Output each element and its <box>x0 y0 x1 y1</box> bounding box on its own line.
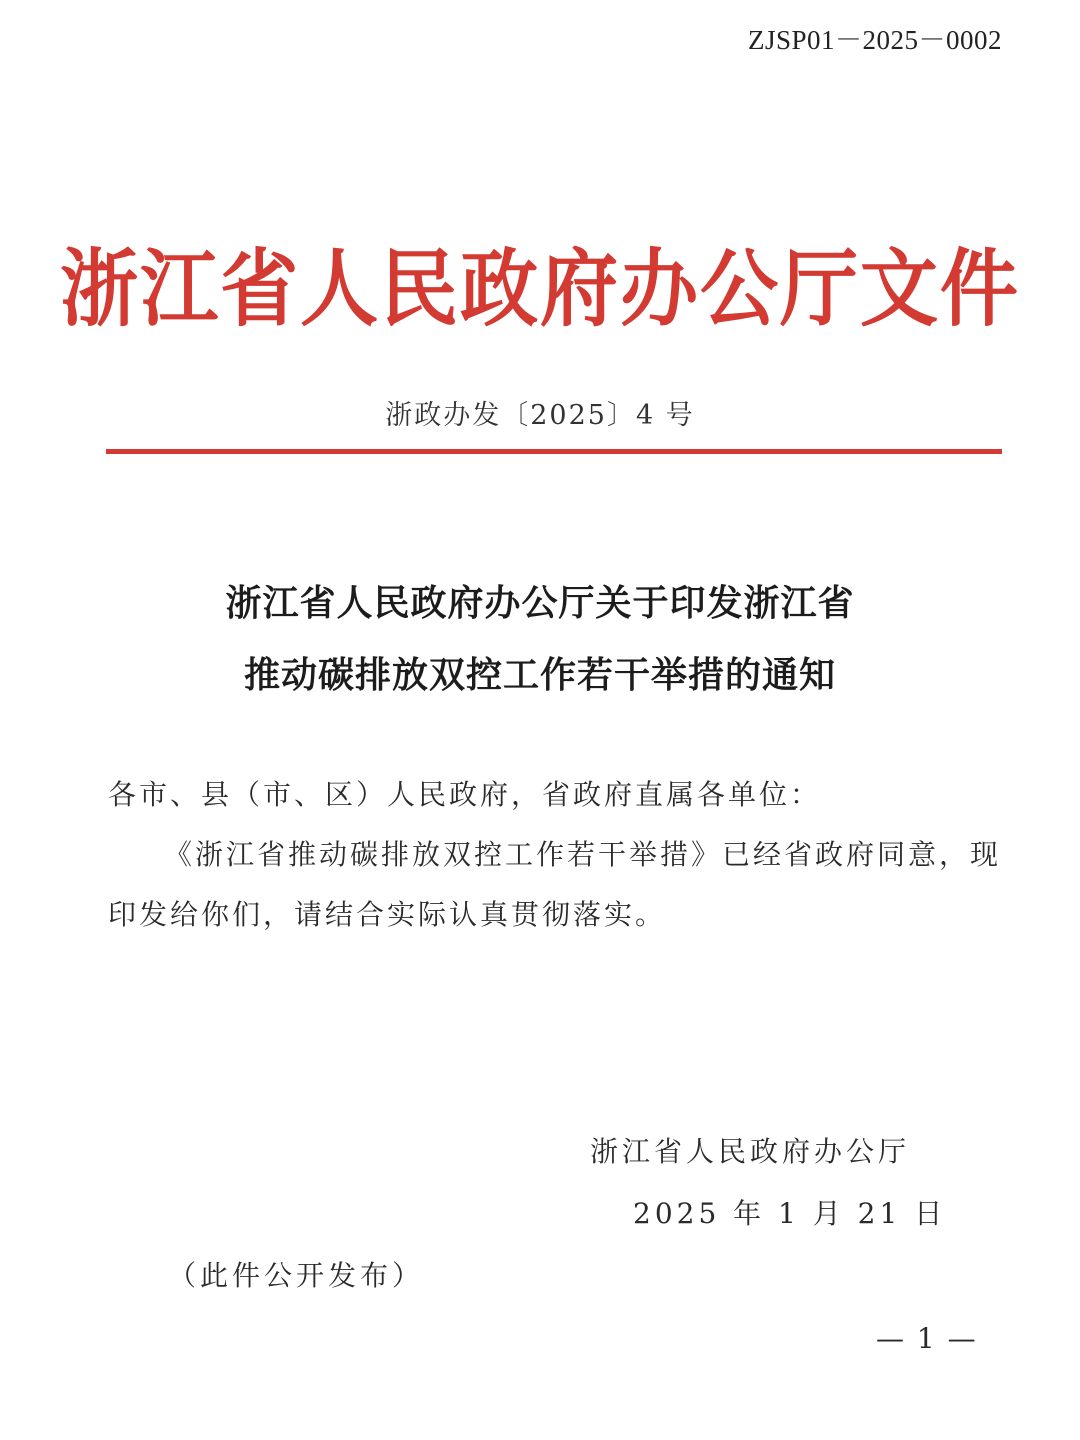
notice-title <box>0 567 1080 711</box>
notice-title-line-2: 推动碳排放双控工作若干举措的通知 <box>243 654 836 696</box>
red-divider-line <box>106 449 1002 454</box>
document-code: ZJSP01－2025－0002 <box>747 25 1002 55</box>
public-release-note: （此件公开发布） <box>168 1259 425 1292</box>
issue-number: 浙政办发〔2025〕4 号 <box>385 400 695 431</box>
page-number: — 1 — <box>876 1322 978 1355</box>
issue-date: 2025 年 1 月 21 日 <box>633 1197 947 1230</box>
masthead-title: 浙江省人民政府办公厅文件 <box>60 239 1020 338</box>
issuer-signature: 浙江省人民政府办公厅 <box>590 1135 911 1168</box>
body-paragraph: 《浙江省推动碳排放双控工作若干举措》已经省政府同意，现印发给你们，请结合实际认真贯彻落实。 <box>108 838 1002 931</box>
addressee: 各市、县（市、区）人民政府，省政府直属各单位： <box>108 778 822 811</box>
notice-title-line-1: 浙江省人民政府办公厅关于印发浙江省 <box>225 582 855 624</box>
